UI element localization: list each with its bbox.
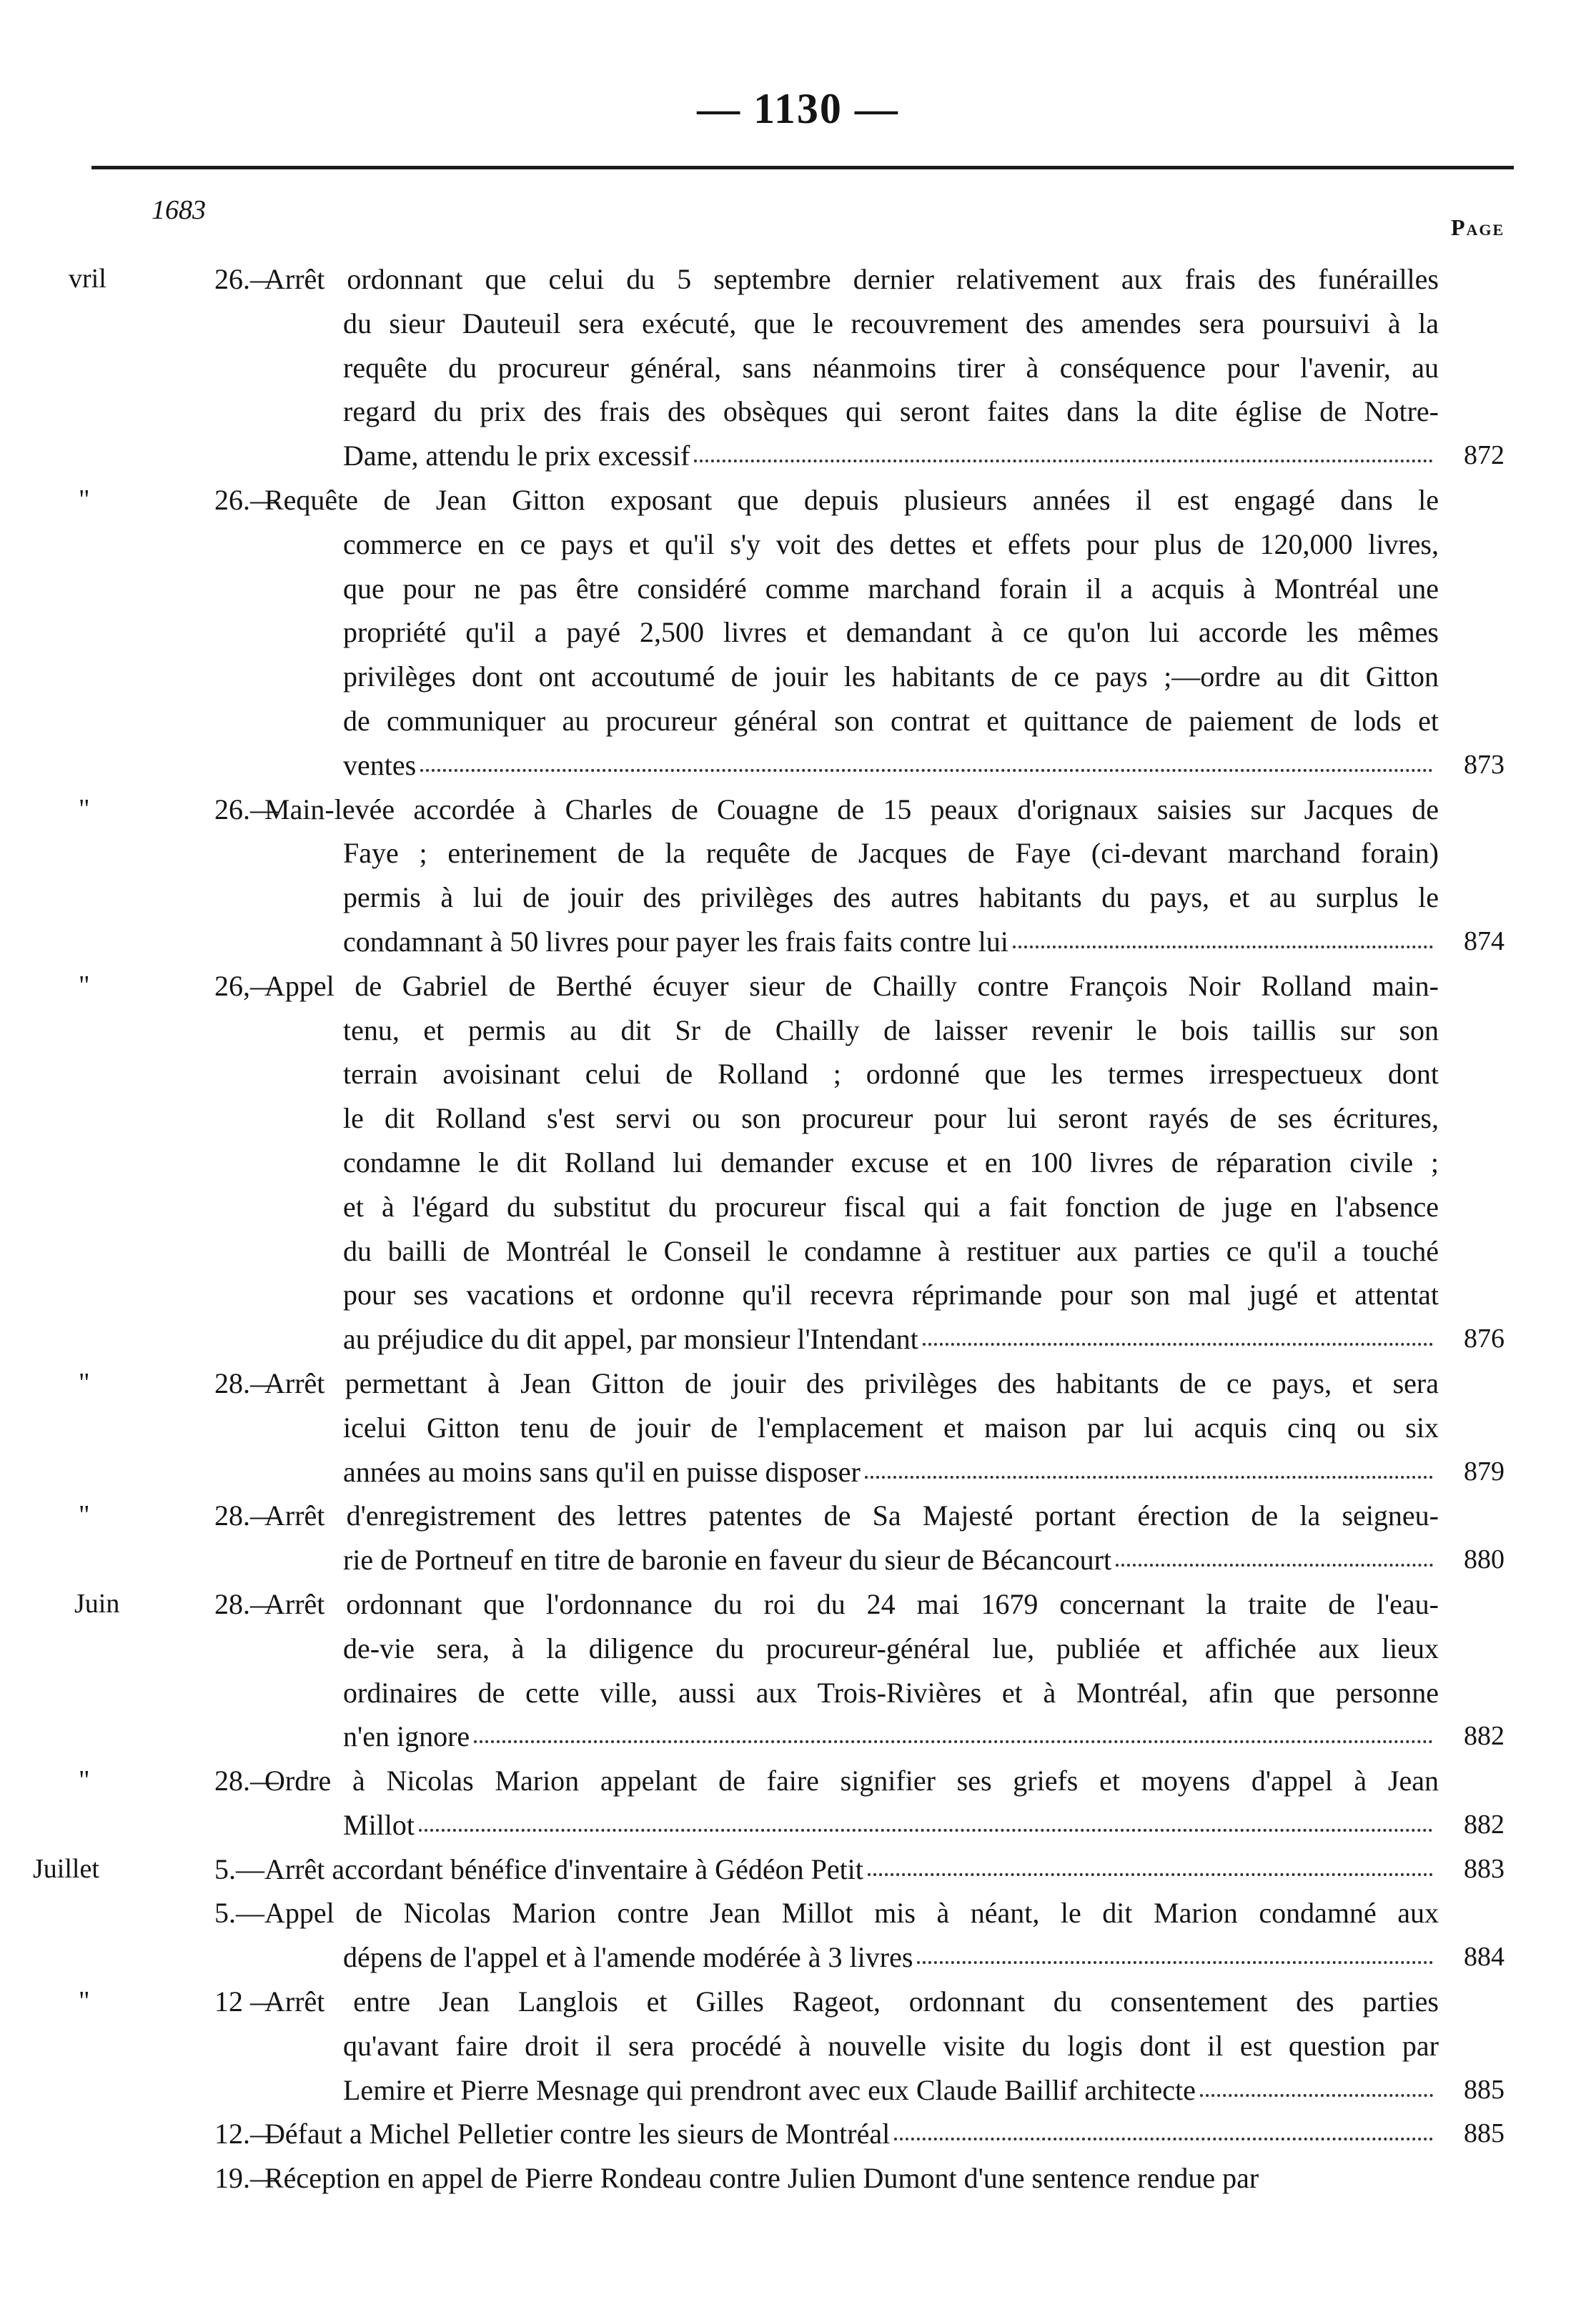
entry-text: Millot [343,1803,1439,1847]
dot-leader [474,1733,1433,1743]
entry-line [0,1627,1596,1671]
entry-line [0,1980,1596,2024]
entries-list [0,257,1596,2201]
entry-text: de communiquer au procureur général son contrat et quittance de paiement de lods et [343,704,1439,737]
entry-margin-date: " [79,1765,90,1796]
entry-text: Requête de Jean Gitton exposant que depuis plusieurs années il est engagé dans le [264,483,1439,516]
entry-text: icelui Gitton tenu de jouir de l'emplacement et maison par lui acquis cinq ou six [343,1411,1439,1444]
entry-day: 5.— [214,1897,264,1930]
entry-page-reference: 885 [1464,2074,1505,2105]
entry-day: 26,— [214,969,279,1002]
entry-text: du bailli de Montréal le Conseil le condamne à restituer aux parties ce qu'il a touché [343,1234,1439,1267]
entry [0,1582,1596,1759]
entry-line [0,1582,1596,1627]
entry-text: commerce en ce pays et qu'il s'y voit des dettes et effets pour plus de 120,000 livres, [343,527,1439,560]
entry-line [0,1715,1596,1759]
entry-text: que pour ne pas être considéré comme marchand forain il a acquis à Montréal une [343,572,1439,605]
entry-page-reference: 883 [1464,1853,1505,1884]
entry-text: Arrêt entre Jean Langlois et Gilles Rageot, ordonnant du consentement des parties [264,1985,1439,2018]
dot-leader [1116,1557,1433,1567]
entry [0,2156,1596,2201]
entry-line [0,1847,1596,1892]
entry-line [0,1052,1596,1096]
dot-leader [917,1954,1433,1964]
dot-leader [868,1866,1433,1876]
entry-margin-date: " [79,484,90,515]
entry-line [0,1185,1596,1229]
entry-text: Main-levée accordée à Charles de Couagne de 15 peaux d'orignaux saisies sur Jacques de [264,793,1439,825]
entry-text: Faye ; enterinement de la requête de Jacques de Faye (ci-devant marchand forain) [343,837,1439,870]
entry-line [0,788,1596,832]
entry-text: tenu, et permis au dit Sr de Chailly de laisser revenir le bois taillis sur son [343,1013,1439,1046]
entry-line [0,478,1596,522]
entry-margin-date: " [79,1367,90,1398]
entry-line [0,655,1596,699]
entry-line [0,699,1596,743]
dot-leader [865,1469,1433,1479]
entry-day: 26.— [214,793,279,825]
entry-text: terrain avoisinant celui de Rolland ; ordonné que les termes irrespectueux dont [343,1058,1439,1091]
entry-text: qu'avant faire droit il sera procédé à nouvelle visite du logis dont il est question par [343,2029,1439,2062]
entry-text: requête du procureur général, sans néanmoins tirer à conséquence pour l'avenir, au [343,351,1439,384]
entry-text: Ordre à Nicolas Marion appelant de faire signifier ses griefs et moyens d'appel à Jean [264,1765,1439,1797]
entry-margin-date: " [79,793,90,824]
entry-line [0,2068,1596,2113]
entry-text: condamnant à 50 livres pour payer les frais faits contre lui [343,920,1439,964]
entry-line [0,743,1596,788]
entry-text: Lemire et Pierre Mesnage qui prendront avec eux Claude Baillif architecte [343,2068,1439,2113]
entry [0,1759,1596,1847]
entry-line [0,1671,1596,1715]
entry-text: Arrêt accordant bénéfice d'inventaire à Gédéon Petit [264,1847,1439,1892]
entry [0,1494,1596,1582]
entry-line [0,390,1596,434]
entry-line [0,1450,1596,1494]
entry-line [0,1096,1596,1141]
dot-leader [923,1336,1433,1346]
entry-page-reference: 876 [1464,1324,1505,1354]
entry-day: 28.— [214,1366,279,1399]
entry-line [0,1406,1596,1450]
entry-margin-date: Juillet [33,1853,99,1884]
entry-line [0,1361,1596,1406]
entry-page-reference: 879 [1464,1456,1505,1487]
header-rule [91,166,1514,169]
dot-leader [694,452,1433,462]
entry-text: années au moins sans qu'il en puisse disposer [343,1450,1439,1494]
entry [0,1980,1596,2112]
entry-text: le dit Rolland s'est servi ou son procureur pour lui seront rayés de ses écritures, [343,1102,1439,1135]
entry-text: regard du prix des frais des obsèques qui seront faites dans la dite église de Notre- [343,395,1439,428]
entry-text: ordinaires de cette ville, aussi aux Trois-Rivières et à Montréal, afin que personne [343,1676,1439,1709]
entry-margin-date: Juin [74,1588,120,1619]
entry-text: Arrêt ordonnant que l'ordonnance du roi du 24 mai 1679 concernant la traite de l'eau- [264,1587,1439,1620]
entry-line [0,964,1596,1008]
entry-page-reference: 882 [1464,1721,1505,1752]
entry [0,788,1596,964]
entry-line [0,920,1596,964]
entry-text: condamne le dit Rolland lui demander excuse et en 100 livres de réparation civile ; [343,1146,1439,1179]
entry-margin-date: vril [69,264,106,294]
entry-page-reference: 872 [1464,440,1505,471]
entry-line [0,2156,1596,2201]
entry [0,478,1596,788]
entry-line [0,2024,1596,2068]
entry-line [0,831,1596,875]
entry-text: du sieur Dauteuil sera exécuté, que le recouvrement des amendes sera poursuivi à la [343,307,1439,339]
entry-text: Appel de Nicolas Marion contre Jean Millot mis à néant, le dit Marion condamné aux [264,1897,1439,1930]
entry [0,1891,1596,1980]
entry-day: 19.— [214,2162,279,2195]
entry-page-reference: 882 [1464,1809,1505,1840]
entry-page-reference: 880 [1464,1544,1505,1575]
entry-page-reference: 884 [1464,1942,1505,1973]
entry-line [0,2112,1596,2156]
dot-leader [894,2130,1433,2140]
entry-line [0,1891,1596,1935]
entry-day: 26.— [214,483,279,516]
entry-line [0,875,1596,920]
entry-text: dépens de l'appel et à l'amende modérée à 3 livres [343,1935,1439,1980]
page-number: — 1130 — [697,85,899,132]
dot-leader [419,1822,1433,1832]
entry-day: 12.— [214,2118,279,2150]
entry-text: pour ses vacations et ordonne qu'il recevra réprimande pour son mal jugé et attentat [343,1279,1439,1311]
dot-leader [420,762,1433,772]
entry-line [0,302,1596,346]
entry-text: Réception en appel de Pierre Rondeau contre Julien Dumont d'une sentence rendue par [264,2162,1259,2195]
entry-text: Défaut a Michel Pelletier contre les sieurs de Montréal [264,2112,1439,2156]
dot-leader [1013,938,1433,948]
entry-day: 12 — [214,1985,279,2018]
page-column-heading: Page [1451,214,1505,240]
entry-text: Arrêt d'enregistrement des lettres patentes de Sa Majesté portant érection de la seigneu- [264,1499,1439,1532]
entry [0,1361,1596,1494]
entry-text: au préjudice du dit appel, par monsieur l'Intendant [343,1317,1439,1361]
entry-line [0,434,1596,478]
entry-line [0,1008,1596,1053]
year-heading: 1683 [152,195,206,225]
entry-line [0,1494,1596,1538]
entry-text: Appel de Gabriel de Berthé écuyer sieur de Chailly contre François Noir Rolland main- [264,969,1439,1002]
entry-line [0,1538,1596,1582]
entry-line [0,1273,1596,1317]
entry-line [0,1141,1596,1185]
entry-margin-date: " [79,1986,90,2017]
entry-day: 28.— [214,1765,279,1797]
entry-margin-date: " [79,1500,90,1531]
entry [0,964,1596,1361]
entry-text: propriété qu'il a payé 2,500 livres et demandant à ce qu'on lui accorde les mêmes [343,616,1439,649]
entry-text: privilèges dont ont accoutumé de jouir les habitants de ce pays ;—ordre au dit Gitton [343,660,1439,693]
entry-text: ventes [343,743,1439,788]
entry-line [0,567,1596,611]
entry-line [0,522,1596,567]
entry-line [0,1229,1596,1274]
entry [0,257,1596,478]
entry-line [0,1317,1596,1361]
entry-line [0,257,1596,302]
entry-line [0,610,1596,655]
entry-text: et à l'égard du substitut du procureur fiscal qui a fait fonction de juge en l'absence [343,1190,1439,1223]
entry-text: de-vie sera, à la diligence du procureur-général lue, publiée et affichée aux lieux [343,1632,1439,1664]
entry [0,1847,1596,1892]
entry-text: permis à lui de jouir des privilèges des autres habitants du pays, et au surplus le [343,881,1439,914]
entry-text: n'en ignore [343,1715,1439,1759]
entry-day: 26.— [214,263,279,295]
dot-leader [1200,2087,1433,2097]
entry-text: Arrêt ordonnant que celui du 5 septembre dernier relativement aux frais des funérailles [264,263,1439,295]
entry-margin-date: " [79,970,90,1001]
entry [0,2112,1596,2156]
entry-day: 5.— [214,1852,264,1885]
entry-text: Dame, attendu le prix excessif [343,434,1439,478]
entry-line [0,1935,1596,1980]
entry-line [0,1759,1596,1803]
entry-page-reference: 874 [1464,926,1505,956]
entry-line [0,346,1596,390]
entry-line [0,1803,1596,1847]
entry-page-reference: 885 [1464,2118,1505,2149]
entry-day: 28.— [214,1499,279,1532]
entry-page-reference: 873 [1464,749,1505,780]
entry-text: rie de Portneuf en titre de baronie en faveur du sieur de Bécancourt [343,1538,1439,1582]
entry-day: 28.— [214,1587,279,1620]
entry-text: Arrêt permettant à Jean Gitton de jouir des privilèges des habitants de ce pays, et sera [264,1366,1439,1399]
